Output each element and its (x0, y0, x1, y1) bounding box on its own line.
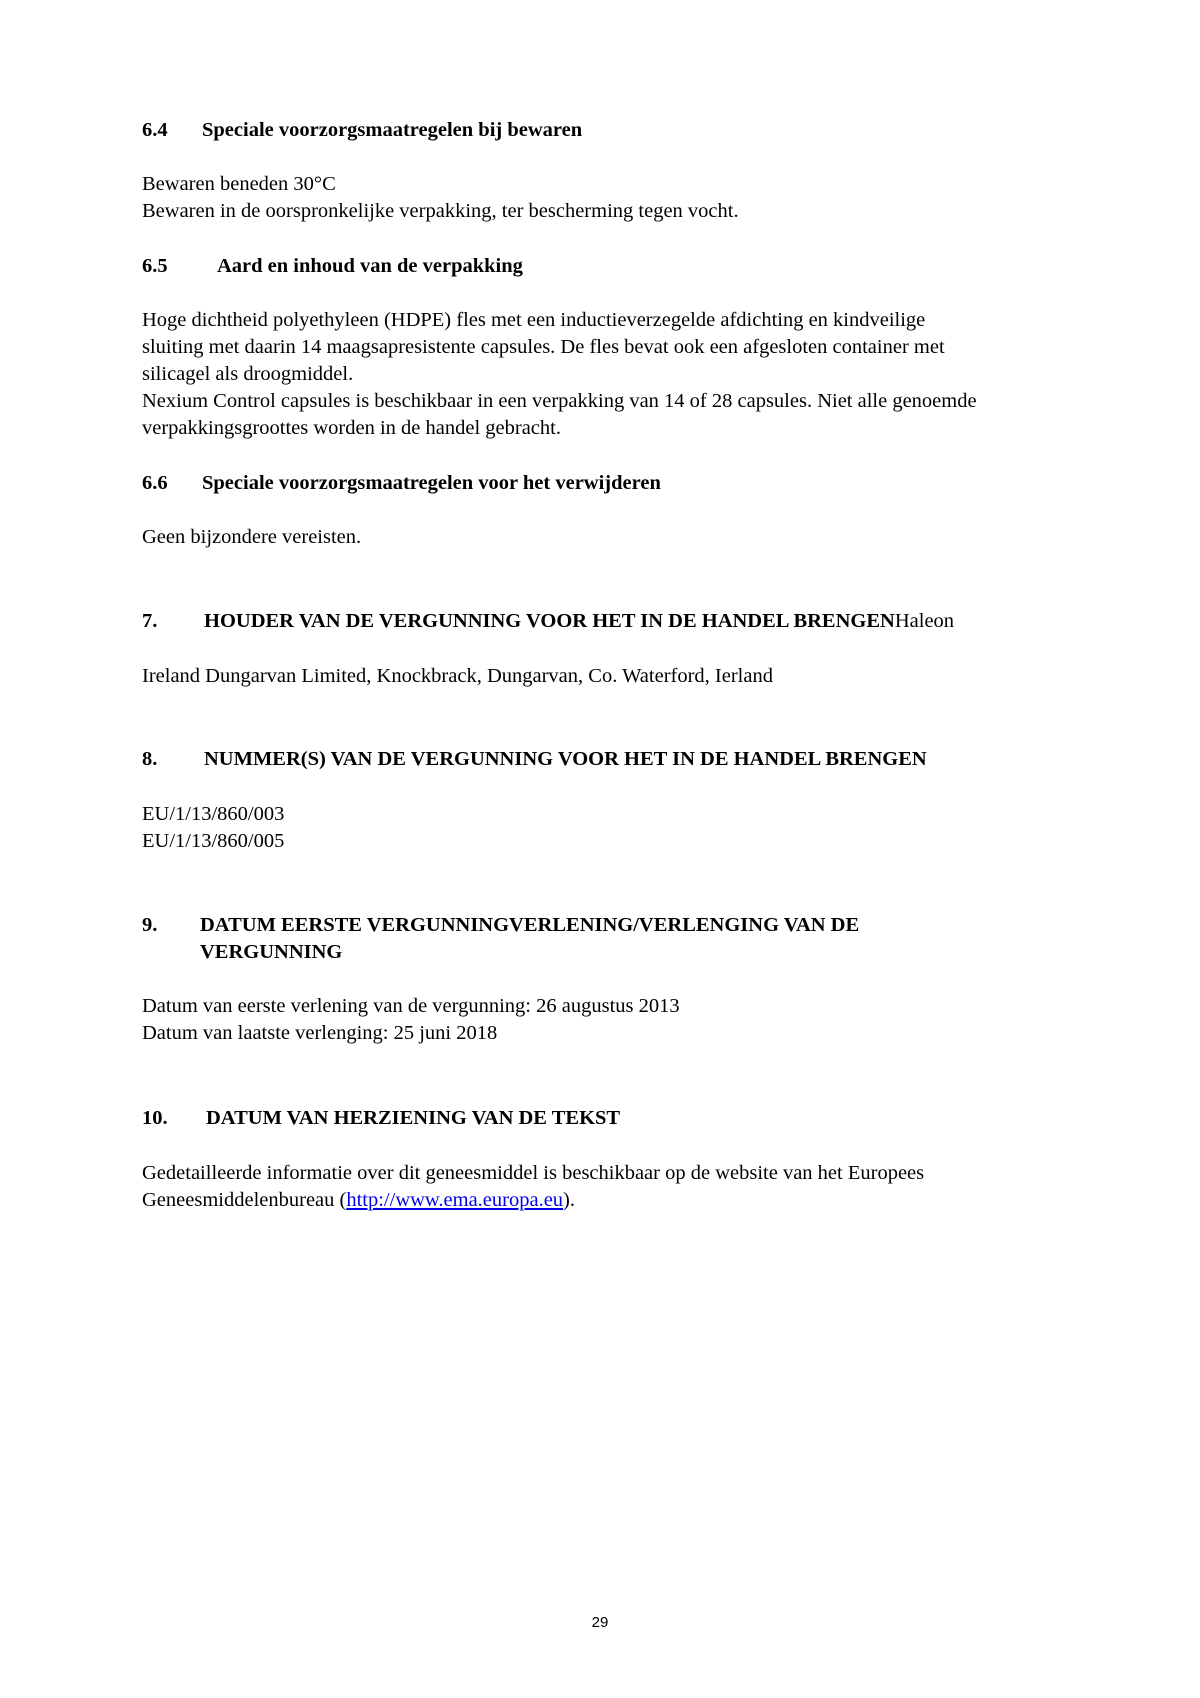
paragraph-line: Geen bijzondere vereisten. (142, 526, 362, 548)
paragraph-line: Bewaren beneden 30°C (142, 173, 336, 195)
ema-website-link[interactable]: http://www.ema.europa.eu (346, 1189, 564, 1211)
section-number: 6.5 (142, 255, 168, 277)
section-title: DATUM VAN HERZIENING VAN DE TEKST (206, 1107, 621, 1129)
section-title-tail: Haleon (894, 610, 955, 632)
section-7-heading (142, 608, 1082, 635)
section-title: Speciale voorzorgsmaatregelen bij bewaren (202, 119, 583, 141)
section-title: Speciale voorzorgsmaatregelen voor het verwijderen (202, 472, 661, 494)
paragraph-line: Ireland Dungarvan Limited, Knockbrack, Dungarvan, Co. Waterford, Ierland (142, 665, 773, 687)
paragraph-line: verpakkingsgroottes worden in de handel gebracht. (142, 417, 561, 439)
paragraph-line: Bewaren in de oorspronkelijke verpakking, ter bescherming tegen vocht. (142, 200, 739, 222)
section-6-4-body (142, 171, 1082, 225)
section-number: 10. (142, 1107, 168, 1129)
section-8-heading (142, 746, 1082, 773)
paragraph-line: Datum van eerste verlening van de vergunning: 26 augustus 2013 (142, 995, 680, 1017)
section-title: DATUM EERSTE VERGUNNINGVERLENING/VERLENGING VAN DE (200, 914, 860, 936)
section-number: 7. (142, 610, 158, 632)
section-title: HOUDER VAN DE VERGUNNING VOOR HET IN DE HANDEL BRENGEN (204, 610, 895, 632)
paragraph-line: Gedetailleerde informatie over dit geneesmiddel is beschikbaar op de website van het Europees (142, 1162, 925, 1184)
paragraph-line: Nexium Control capsules is beschikbaar in een verpakking van 14 of 28 capsules. Niet alle genoemde (142, 390, 977, 412)
section-6-6-body (142, 524, 1082, 551)
section-10-body (142, 1160, 1082, 1214)
page-number: 29 (591, 1614, 609, 1631)
authorisation-number: EU/1/13/860/003 (142, 803, 285, 825)
paragraph-text: ). (563, 1189, 575, 1211)
authorisation-number: EU/1/13/860/005 (142, 830, 285, 852)
section-6-6-heading (142, 470, 1082, 497)
section-9-body (142, 993, 1082, 1047)
paragraph-text: Geneesmiddelenbureau ( (142, 1189, 347, 1211)
paragraph-line: Hoge dichtheid polyethyleen (HDPE) fles met een inductieverzegelde afdichting en kindveilige (142, 309, 926, 331)
section-6-4-heading (142, 117, 1082, 144)
paragraph-line: sluiting met daarin 14 maagsapresistente capsules. De fles bevat ook een afgesloten container met (142, 336, 945, 358)
section-title: NUMMER(S) VAN DE VERGUNNING VOOR HET IN DE HANDEL BRENGEN (204, 748, 927, 770)
section-10-heading (142, 1105, 1082, 1132)
paragraph-line (142, 1187, 1082, 1214)
paragraph-line: silicagel als droogmiddel. (142, 363, 354, 385)
section-9-heading (142, 912, 1082, 966)
section-title-continued: VERGUNNING (200, 941, 343, 963)
section-6-5-body (142, 307, 1082, 442)
section-number: 6.4 (142, 119, 168, 141)
section-number: 6.6 (142, 472, 168, 494)
paragraph-line: Datum van laatste verlenging: 25 juni 2018 (142, 1022, 498, 1044)
section-8-body (142, 801, 1082, 855)
section-6-5-heading (142, 253, 1082, 280)
section-number: 9. (142, 914, 158, 936)
section-title: Aard en inhoud van de verpakking (217, 255, 523, 277)
section-number: 8. (142, 748, 158, 770)
section-7-body (142, 663, 1082, 690)
